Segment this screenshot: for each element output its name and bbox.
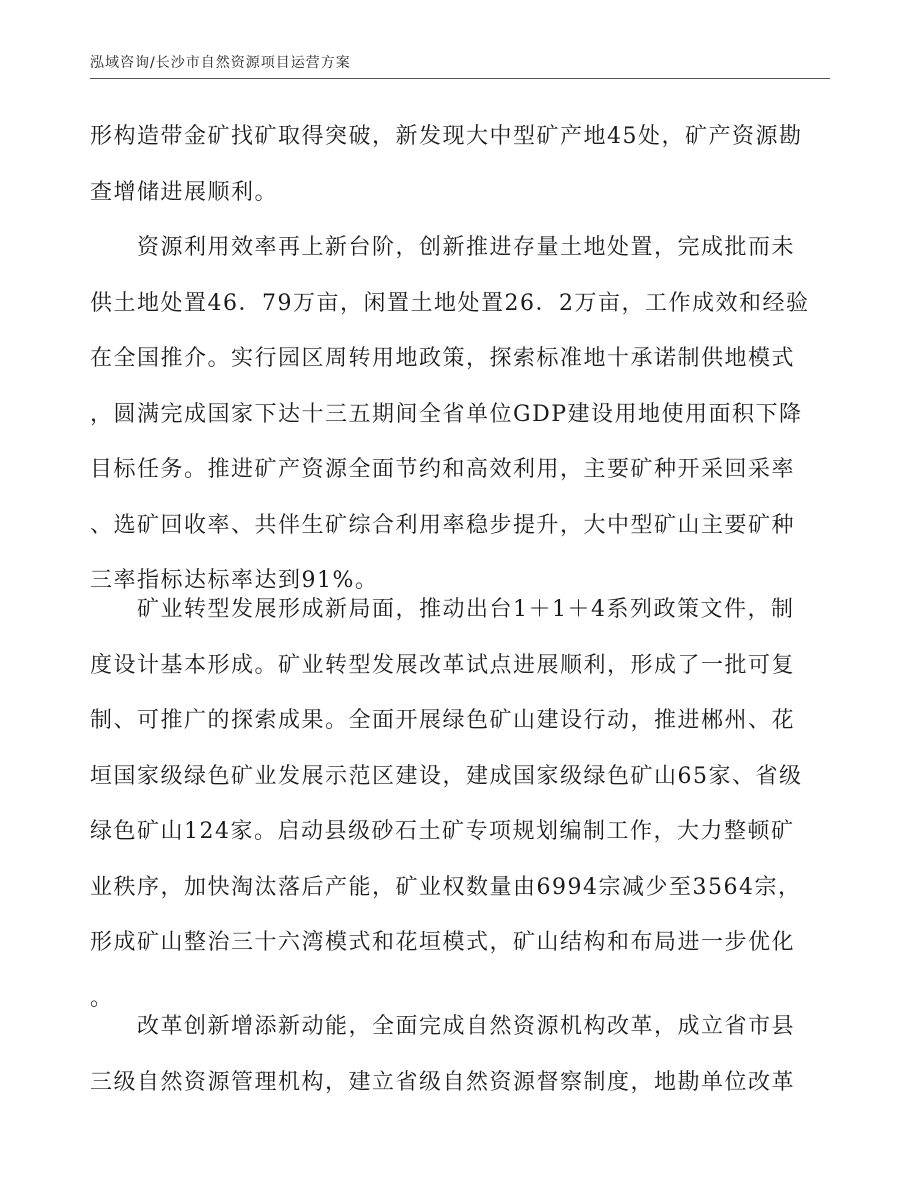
text-line: 、选矿回收率、共伴生矿综合利用率稳步提升，大中型矿山主要矿种	[90, 512, 796, 538]
paragraph-4	[90, 999, 830, 1110]
text-line: 查增储进展顺利。	[90, 179, 279, 205]
text-line: 制、可推广的探索成果。全面开展绿色矿山建设行动，推进郴州、花	[90, 708, 796, 733]
text-line: 在全国推介。实行园区周转用地政策，探索标准地十承诺制供地模式	[90, 346, 796, 371]
text-line: 业秩序，加快淘汰落后产能，矿业权数量由6994宗减少至3564宗，	[90, 874, 802, 900]
text-line: 垣国家级绿色矿业发展示范区建设，建成国家级绿色矿山65家、省级	[90, 763, 803, 789]
paragraph-3	[90, 582, 830, 1026]
text-line: 度设计基本形成。矿业转型发展改革试点进展顺利，形成了一批可复	[90, 652, 796, 678]
page-header: 泓域咨询/长沙市自然资源项目运营方案	[90, 55, 351, 71]
text-line: 三级自然资源管理机构，建立省级自然资源督察制度，地勘单位改革	[90, 1069, 796, 1095]
header-divider	[90, 78, 830, 79]
text-line: 供土地处置46．79万亩，闲置土地处置26．2万亩，工作成效和经验	[90, 290, 810, 316]
text-line: 矿业转型发展形成新局面，推动出台1＋1＋4系列政策文件，制	[90, 597, 795, 622]
text-line: 形构造带金矿找矿取得突破，新发现大中型矿产地45处，矿产资源勘	[90, 124, 803, 149]
text-line: 绿色矿山124家。启动县级砂石土矿专项规划编制工作，大力整顿矿	[90, 819, 795, 844]
text-line: 改革创新增添新动能，全面完成自然资源机构改革，成立省市县	[90, 1014, 796, 1039]
paragraph-2	[90, 220, 830, 609]
paragraph-1	[90, 109, 830, 220]
text-line: 。	[90, 985, 114, 1011]
text-line: 形成矿山整治三十六湾模式和花垣模式，矿山结构和布局进一步优化	[90, 930, 796, 955]
text-line: 目标任务。推进矿产资源全面节约和高效利用，主要矿种开采回采率	[90, 457, 796, 482]
text-line: 三率指标达标率达到91%。	[90, 568, 379, 593]
text-line: 资源利用效率再上新台阶，创新推进存量土地处置，完成批而未	[90, 235, 796, 260]
text-line: ，圆满完成国家下达十三五期间全省单位GDP建设用地使用面积下降	[90, 401, 803, 427]
